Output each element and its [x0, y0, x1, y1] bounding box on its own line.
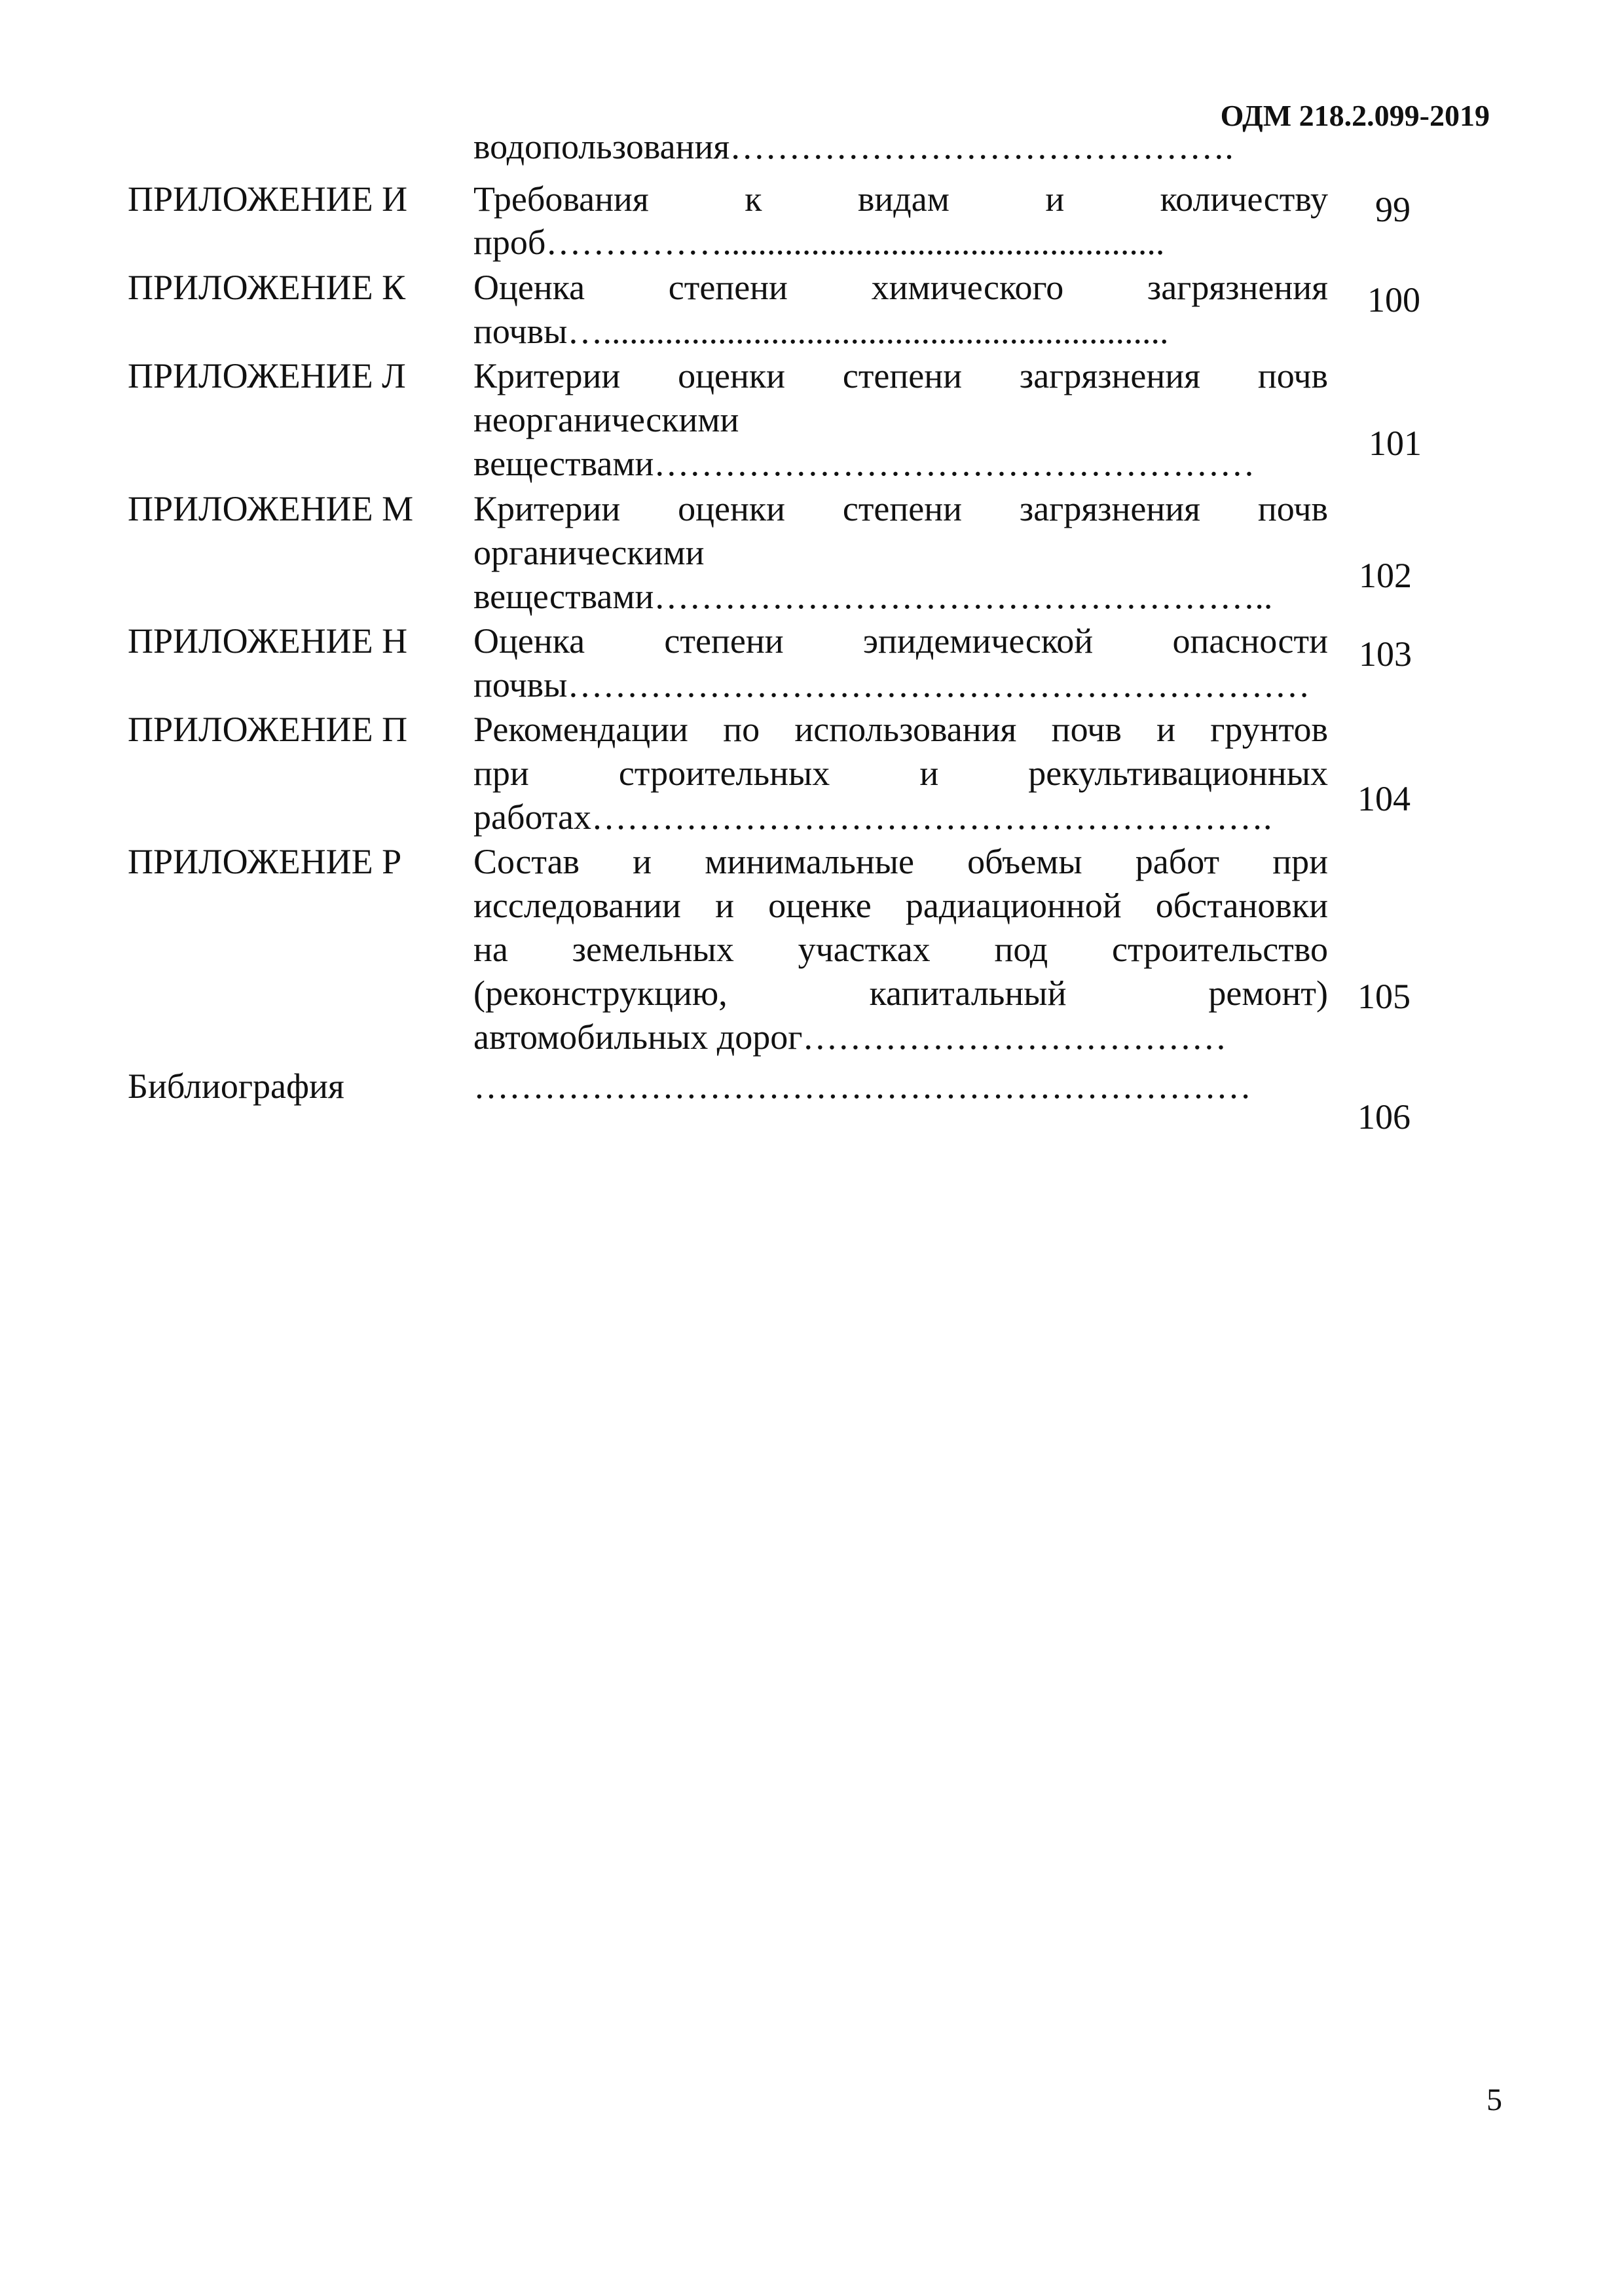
toc-page-i: 99 [1375, 190, 1411, 229]
toc-page-p: 104 [1357, 779, 1411, 818]
toc-line: Критерии оценки степени загрязнения почв [473, 356, 1328, 395]
toc-page-m: 102 [1359, 556, 1412, 595]
toc-line: исследовании и оценке радиационной обстановки [473, 886, 1328, 925]
toc-label-k: ПРИЛОЖЕНИЕ К [128, 268, 406, 307]
toc-line: проб…………….................................................. [473, 223, 1165, 262]
toc-page-k: 100 [1367, 280, 1420, 319]
toc-label-n: ПРИЛОЖЕНИЕ Н [128, 621, 408, 661]
toc-continued-line: водопользования……………………………………. [473, 127, 1234, 166]
toc-label-r: ПРИЛОЖЕНИЕ Р [128, 842, 402, 881]
toc-page-n: 103 [1359, 634, 1412, 674]
toc-line: на земельных участках под строительство [473, 930, 1328, 969]
toc-label-l: ПРИЛОЖЕНИЕ Л [128, 356, 406, 395]
toc-line: Оценка степени эпидемической опасности [473, 621, 1328, 661]
toc-page-l: 101 [1369, 424, 1422, 463]
toc-line: почвы…................................................................ [473, 312, 1169, 351]
toc-page-r: 105 [1357, 977, 1411, 1016]
toc-line: при строительных и рекультивационных [473, 754, 1328, 793]
toc-label-m: ПРИЛОЖЕНИЕ М [128, 489, 414, 528]
toc-line: Критерии оценки степени загрязнения почв [473, 489, 1328, 528]
toc-line: почвы……………………………………………………… [473, 665, 1310, 704]
page-number: 5 [1486, 2083, 1502, 2117]
toc-label-bibliography: Библиография [128, 1066, 344, 1106]
toc-line: ………………………………………………………… [473, 1066, 1251, 1106]
toc-line: органическими [473, 533, 705, 572]
toc-line: веществами…………………………………………… [473, 444, 1255, 483]
toc-page-bibliography: 106 [1357, 1097, 1411, 1137]
toc-label-i: ПРИЛОЖЕНИЕ И [128, 179, 408, 219]
toc-line: работах…………………………………………………. [473, 797, 1272, 837]
toc-label-p: ПРИЛОЖЕНИЕ П [128, 710, 408, 749]
toc-line: Требования к видам и количеству [473, 179, 1328, 219]
toc-line: веществами…………………………………………….. [473, 577, 1273, 616]
toc-line: неорганическими [473, 400, 739, 439]
toc-line: (реконструкцию, капитальный ремонт) [473, 974, 1328, 1013]
toc-line: автомобильных дорог……………………………… [473, 1017, 1227, 1057]
toc-line: Состав и минимальные объемы работ при [473, 842, 1328, 881]
toc-line: Рекомендации по использования почв и грунтов [473, 710, 1328, 749]
toc-line: Оценка степени химического загрязнения [473, 268, 1328, 307]
document-code: ОДМ 218.2.099-2019 [1220, 99, 1490, 132]
